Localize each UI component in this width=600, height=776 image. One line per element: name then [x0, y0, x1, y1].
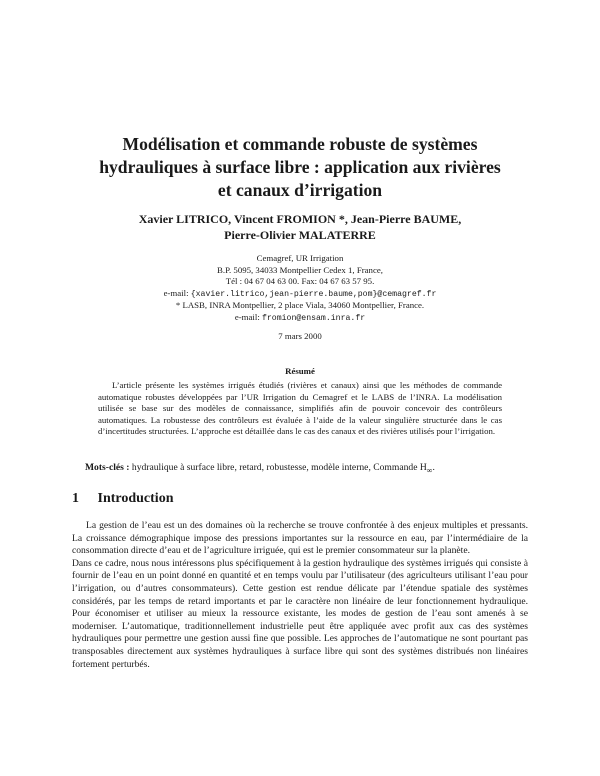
email-label: e-mail: — [163, 287, 189, 298]
paper-date: 7 mars 2000 — [278, 331, 322, 341]
email-address[interactable]: {xavier.litrico,jean-pierre.baume,pom}@cemagref.fr — [190, 289, 437, 299]
title-line: hydrauliques à surface libre : application aux rivières — [99, 157, 501, 177]
email-address[interactable]: fromion@ensam.inra.fr — [261, 313, 366, 323]
section-body — [72, 520, 528, 671]
section-title: Introduction — [97, 491, 174, 506]
affiliation-line: B.P. 5095, 34033 Montpellier Cedex 1, France, — [217, 264, 383, 275]
title-line: Modélisation et commande robuste de systèmes — [122, 134, 478, 154]
paragraph: Dans ce cadre, nous nous intéressons plus spécifiquement à la gestion hydraulique des systèmes irrigués qui consiste à fournir de l’eau en un point donné en quantité et en temps voulu par l’utilisateur (des agriculteurs utilisant l’eau pour l’irrigation, ou d’autres consommateurs). Cette gestion est rendue délicate par l’étendue spatiale des systèmes considérés, par les temps de retard importants et par le caractère non linéaire de leur fonctionnement hydraulique. Pour économiser et utiliser au mieux la ressource existante, les modes de gestion de l’eau sont amenés à se moderniser. L’automatique, traditionnellement industrielle peut être appliquée avec profit aux cas des systèmes hydrauliques pour permettre une gestion aussi fine que possible. Les approches de l’automatique ne sont pourtant pas transposables directement aux systèmes hydrauliques à surface libre qui sont des systèmes distribués non linéaires fortement perturbés. — [72, 557, 528, 670]
authors-line: Xavier LITRICO, Vincent FROMION *, Jean-Pierre BAUME, — [138, 212, 462, 226]
email-label: e-mail: — [234, 311, 260, 322]
section-heading — [72, 491, 173, 507]
keywords-label: Mots-clés : — [85, 462, 130, 473]
abstract-text: L’article présente les systèmes irrigués étudiés (rivières et canaux) ainsi que les méthodes de commande automatique robustes développées par l’UR Irrigation du Cemagref et le LABS de l’INRA. La modélisation utilisée se base sur des modèles de connaissance, simplifiés afin de pouvoir concevoir des contrôleurs automatiques. La robustesse des contrôleurs est évaluée à l’aide de la valeur singulière structurée dans le cas d’incertitudes structurées. L’approche est détaillée dans le cas des canaux et des rivières utilisés pour l’irrigation. — [98, 380, 502, 437]
affiliation-email-line — [60, 312, 540, 325]
paragraph: La gestion de l’eau est un des domaines où la recherche se trouve confrontée à des enjeux multiples et pressants. La croissance démographique impose des pressions importantes sur la ressource en eau, par l’intermédiaire de la consommation directe d’eau et de l’agriculture irriguée, qui est le premier consommateur sur la planète. — [72, 520, 528, 557]
affiliation-email-line — [60, 288, 540, 301]
title-line: et canaux d’irrigation — [217, 180, 383, 200]
abstract-heading: Résumé — [285, 366, 315, 376]
author-list — [60, 211, 540, 243]
keywords-subscript: ∞ — [426, 465, 433, 475]
paper-title — [60, 133, 540, 202]
affiliation-line: * LASB, INRA Montpellier, 2 place Viala, 34060 Montpellier, France. — [175, 300, 425, 311]
keywords-text: hydraulique à surface libre, retard, robustesse, modèle interne, Commande H — [131, 462, 427, 473]
authors-line: Pierre-Olivier MALATERRE — [224, 228, 376, 242]
affiliation-line: Cemagref, UR Irrigation — [256, 253, 344, 263]
affiliation-line: Tél : 04 67 04 63 00. Fax: 04 67 63 57 95. — [225, 276, 375, 287]
section-number: 1 — [72, 491, 79, 506]
affiliation-block — [60, 253, 540, 325]
keywords: Mots-clés : hydraulique à surface libre, retard, robustesse, modèle interne, Commande $H_\infty$. — [85, 462, 435, 475]
